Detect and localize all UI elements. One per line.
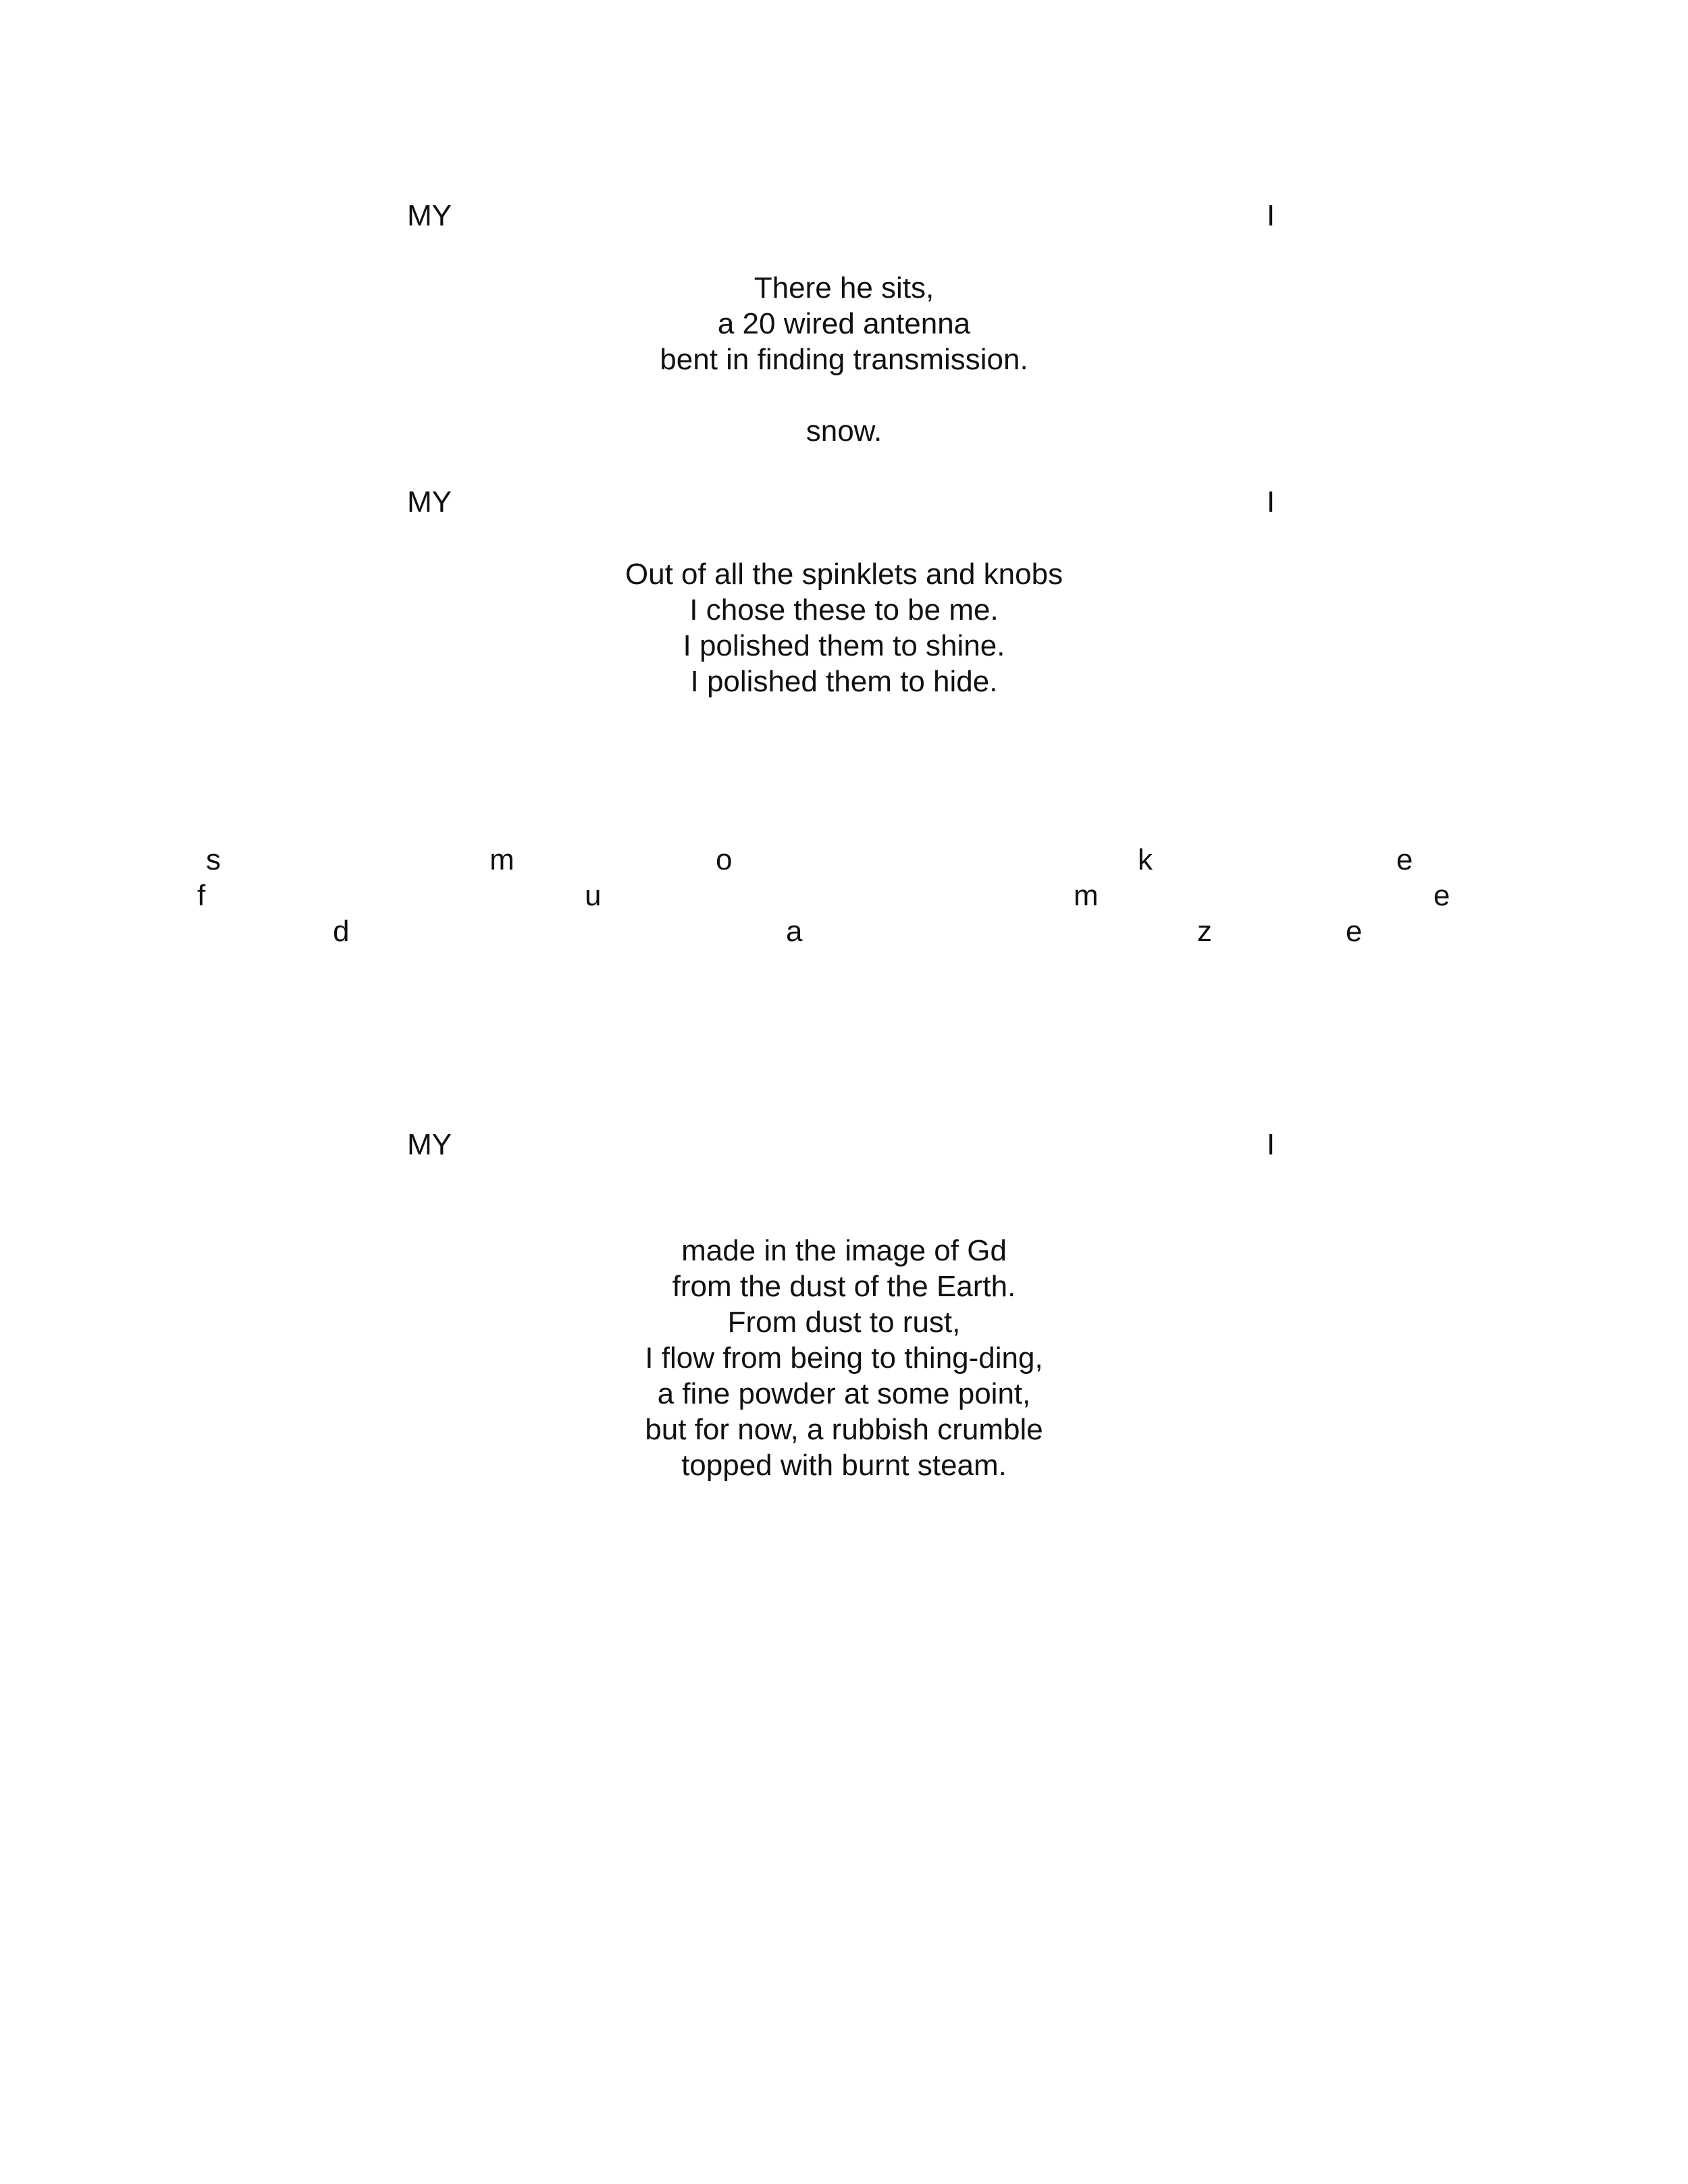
- stanza-line: from the dust of the Earth.: [672, 1270, 1016, 1303]
- scattered-letter: m: [490, 843, 515, 876]
- scattered-letter: o: [716, 843, 733, 876]
- stanza-line: a fine powder at some point,: [657, 1377, 1031, 1410]
- stanza-line: bent in finding transmission.: [660, 343, 1028, 376]
- section-2-heading-right: I: [1267, 485, 1275, 518]
- section-3-heading-left: MY: [407, 1128, 452, 1161]
- scattered-letter: f: [197, 879, 206, 912]
- scattered-letter: m: [1074, 879, 1099, 912]
- scattered-letter: z: [1197, 915, 1212, 948]
- stanza-line: From dust to rust,: [727, 1306, 961, 1339]
- stanza-line: I flow from being to thing-ding,: [645, 1341, 1043, 1375]
- section-1-heading-left: MY: [407, 199, 452, 232]
- stanza-line: but for now, a rubbish crumble: [645, 1413, 1043, 1446]
- scattered-letter: e: [1396, 843, 1413, 876]
- scattered-letter: a: [786, 915, 803, 948]
- section-3-stanza: [0, 1233, 1688, 1483]
- scattered-letter: d: [333, 915, 350, 948]
- stanza-line: snow.: [806, 415, 882, 448]
- section-2-stanza: [0, 556, 1688, 699]
- stanza-line: There he sits,: [754, 271, 934, 304]
- stanza-line: I chose these to be me.: [689, 593, 999, 627]
- scattered-letter: e: [1433, 879, 1450, 912]
- stanza-line: topped with burnt steam.: [681, 1449, 1007, 1482]
- stanza-line: I polished them to hide.: [690, 665, 998, 698]
- scattered-letter: k: [1138, 843, 1153, 876]
- section-1-stanza: [0, 270, 1688, 449]
- stanza-line: I polished them to shine.: [683, 629, 1005, 662]
- section-3-heading-right: I: [1267, 1128, 1275, 1161]
- scattered-letter: u: [585, 879, 602, 912]
- stanza-line: [0, 377, 1688, 413]
- section-1-heading-right: I: [1267, 199, 1275, 232]
- stanza-line: a 20 wired antenna: [717, 307, 971, 340]
- scattered-letter: e: [1346, 915, 1363, 948]
- section-2-heading-left: MY: [407, 485, 452, 518]
- stanza-line: Out of all the spinklets and knobs: [625, 558, 1063, 591]
- stanza-line: made in the image of Gd: [681, 1234, 1007, 1267]
- scattered-letter: s: [206, 843, 221, 876]
